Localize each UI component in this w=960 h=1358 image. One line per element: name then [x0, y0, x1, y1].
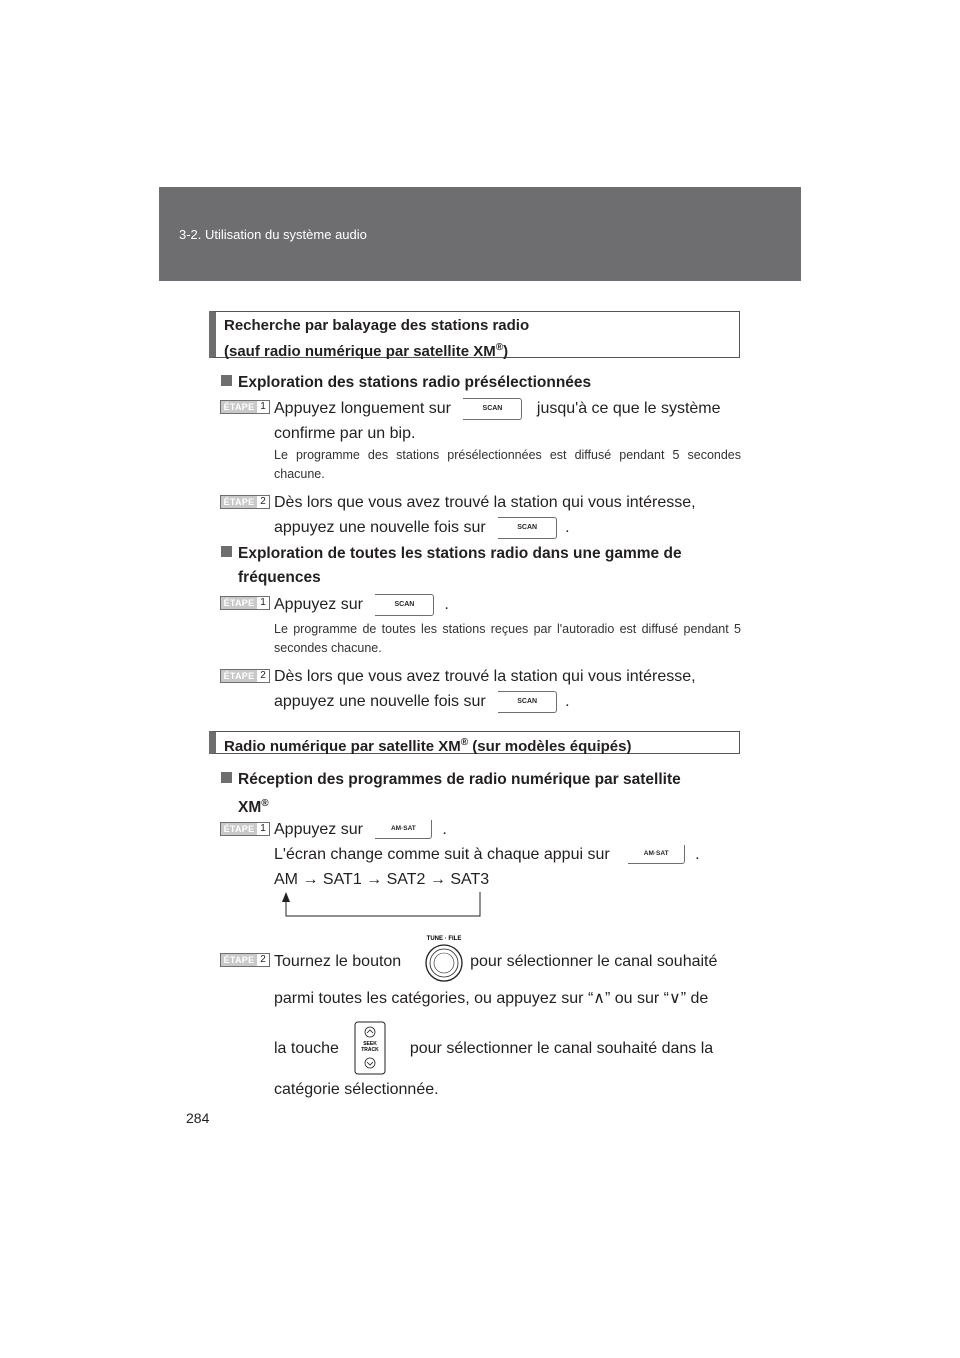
step-text: Appuyez sur AM·SAT . L'écran change comme suit à chaque appui sur AM·SAT . AM → SAT1 → SAT2 → SAT3 [274, 821, 700, 888]
amsat-button-icon: AM·SAT [375, 820, 432, 839]
subheading-all: Exploration de toutes les stations radio dans une gamme de fréquences [221, 542, 741, 590]
box-title-line1: Recherche par balayage des stations radio [224, 317, 530, 334]
section-box-scan [209, 311, 740, 358]
square-bullet-icon [221, 546, 232, 557]
step-text-line3: la touche pour sélectionner le canal souhaité dans la [274, 1040, 714, 1057]
svg-text:TUNE · FILE: TUNE · FILE [426, 936, 462, 942]
step-badge: ÉTAPE 1 [220, 400, 270, 414]
subheading-preset: Exploration des stations radio présélectionnées [221, 371, 741, 395]
box-title-line2: (sauf radio numérique par satellite XM®) [224, 342, 509, 360]
step-text: Dès lors que vous avez trouvé la station qui vous intéresse, appuyez une nouvelle fois sur SCAN . [274, 490, 741, 540]
section-header [159, 187, 801, 281]
svg-text:TRACK: TRACK [361, 1047, 379, 1053]
page-number: 284 [186, 1110, 210, 1126]
svg-text:SEEK: SEEK [363, 1041, 377, 1047]
step-badge: ÉTAPE 2 [220, 669, 270, 683]
step-text: Appuyez sur SCAN . [274, 592, 741, 617]
section-box-xm: Radio numérique par satellite XM® (sur modèles équipés) [209, 731, 740, 754]
step-badge: ÉTAPE 2 [220, 495, 270, 509]
step-note: Le programme de toutes les stations reçues par l'autoradio est diffusé pendant 5 secondes chacune. [274, 622, 741, 655]
step-note: Le programme des stations présélectionnées est diffusé pendant 5 secondes chacune. [274, 448, 741, 481]
scan-button-icon: SCAN [498, 517, 557, 539]
step-text: Appuyez longuement sur SCAN jusqu'à ce que le système confirme par un bip. [274, 396, 741, 446]
scan-button-icon: SCAN [375, 594, 434, 616]
scan-button-icon: SCAN [463, 398, 522, 420]
step-badge: ÉTAPE 1 [220, 822, 270, 836]
subheading-xm: Réception des programmes de radio numérique par satellite XM® [221, 768, 741, 820]
step-text-line1: Tournez le bouton pour sélectionner le canal souhaité [274, 953, 718, 970]
tune-file-knob-icon [416, 932, 472, 984]
square-bullet-icon [221, 772, 232, 783]
step-text-line2: parmi toutes les catégories, ou appuyez sur “∧” ou sur “∨” de [274, 990, 709, 1007]
scan-button-icon: SCAN [498, 691, 557, 713]
step-badge: ÉTAPE 1 [220, 596, 270, 610]
section-title: 3-2. Utilisation du système audio [179, 227, 367, 242]
amsat-button-icon: AM·SAT [628, 845, 685, 864]
seek-track-button-icon [354, 1021, 386, 1075]
step-text-line4: catégorie sélectionnée. [274, 1081, 439, 1098]
step-badge: ÉTAPE 2 [220, 953, 270, 967]
cycle-return-arrow-icon [280, 890, 485, 920]
square-bullet-icon [221, 375, 232, 386]
step-text: Dès lors que vous avez trouvé la station qui vous intéresse, appuyez une nouvelle fois sur SCAN . [274, 664, 741, 714]
